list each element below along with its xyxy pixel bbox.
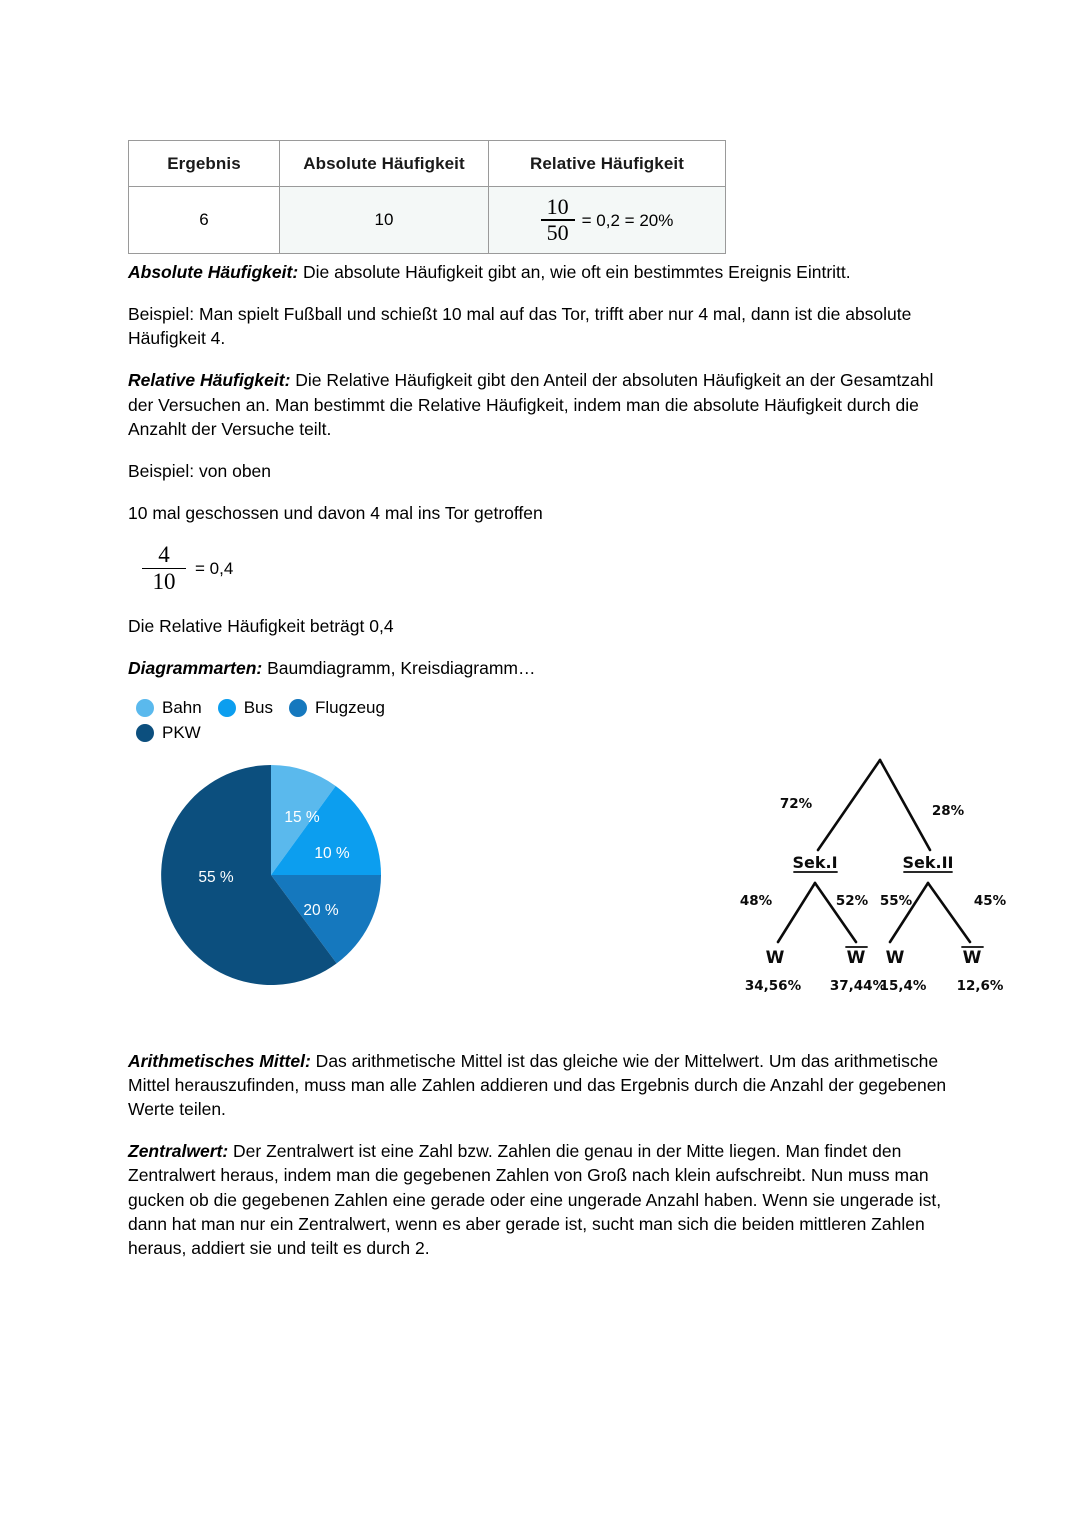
tree-prob-root-right: 28% xyxy=(931,802,965,819)
table-row xyxy=(129,187,726,254)
tree-leaf-value-2: 37,44% xyxy=(829,977,887,994)
table-header-ergebnis: Ergebnis xyxy=(129,141,280,187)
lead-relative-haeufigkeit: Relative Häufigkeit: xyxy=(128,370,291,391)
fraction xyxy=(541,193,575,245)
lead-diagram-types: Diagrammarten: xyxy=(128,657,263,678)
legend-label-bus: Bus xyxy=(243,697,273,717)
tree-prob-leaf-3: 55% xyxy=(879,892,913,909)
paragraph-absolute-example: Beispiel: Man spielt Fußball und schießt 10 mal auf das Tor, trifft aber nur 4 mal, dann ist die absolute Häufigkeit 4. xyxy=(128,304,912,349)
paragraph-example-intro: Beispiel: von oben xyxy=(128,460,272,481)
example-fraction-result: = 0,4 xyxy=(195,559,234,579)
cell-absolute-haeufigkeit: 10 xyxy=(280,187,489,254)
tree-prob-leaf-2: 52% xyxy=(835,892,869,909)
pie-chart-svg xyxy=(156,760,386,990)
tree-branch-right-1 xyxy=(890,883,928,942)
cell-relative-haeufigkeit xyxy=(489,187,726,254)
lead-arithmetic-mean: Arithmetisches Mittel: xyxy=(128,1050,311,1071)
tree-prob-leaf-4: 45% xyxy=(973,892,1007,909)
paragraph-example-result: Die Relative Häufigkeit beträgt 0,4 xyxy=(128,615,394,636)
pie-chart xyxy=(156,760,386,990)
tree-branch-left-1 xyxy=(778,883,815,942)
tree-leaf-label-4: W xyxy=(962,947,982,968)
fraction-expression xyxy=(541,193,674,245)
legend-label-bahn: Bahn xyxy=(162,697,202,717)
table-header-absolute-haeufigkeit: Absolute Häufigkeit xyxy=(280,141,489,187)
fraction-numerator: 10 xyxy=(546,193,569,219)
pie-label-bus: 10 % xyxy=(314,844,350,862)
tree-branch-left-2 xyxy=(815,883,856,942)
tree-prob-root-left: 72% xyxy=(779,795,813,812)
tree-prob-leaf-1: 48% xyxy=(739,892,773,909)
pie-label-pkw: 55 % xyxy=(198,868,234,886)
fraction-result: = 0,2 = 20% xyxy=(581,211,674,230)
document-content xyxy=(128,140,1007,1278)
legend-dot-bus xyxy=(218,699,236,717)
paragraph-absolute-haeufigkeit xyxy=(128,260,962,284)
tree-leaf-value-1: 34,56% xyxy=(744,977,802,994)
legend-dot-bahn xyxy=(136,699,154,717)
paragraph-example-line: 10 mal geschossen und davon 4 mal ins Tor getroffen xyxy=(128,502,543,523)
tree-leaf-value-3: 15,4% xyxy=(879,977,927,994)
tree-node-sek-2: Sek.II xyxy=(902,852,954,872)
table-header-row xyxy=(129,141,726,187)
legend-item-bus xyxy=(218,698,273,718)
table-header-relative-haeufigkeit: Relative Häufigkeit xyxy=(489,141,726,187)
example-fraction xyxy=(142,543,186,594)
example-fraction-denominator: 10 xyxy=(152,569,176,595)
body-median: Der Zentralwert ist eine Zahl bzw. Zahlen die genau in der Mitte liegen. Man findet den Zentralwert heraus, indem man die gegebenen Zahlen von Groß nach klein aufschreibt. Nun muss man gucken ob die gegebenen Zahlen eine gerade oder eine ungerade Anzahl haben. Wenn sie ungerade ist, dann hat man nur ein Zentralwert, wenn es aber gerade ist, sucht man sich die beiden mittleren Zahlen heraus, addiert sie und teilt es durch 2. xyxy=(128,1141,942,1258)
paragraph-median xyxy=(128,1139,962,1260)
body-absolute-haeufigkeit: Die absolute Häufigkeit gibt an, wie oft ein bestimmtes Ereignis Eintritt. xyxy=(298,262,851,282)
pie-label-bahn: 15 % xyxy=(284,808,320,826)
body-diagram-types: Baumdiagramm, Kreisdiagramm… xyxy=(262,657,536,678)
pie-chart-legend xyxy=(136,698,466,748)
body-relative-haeufigkeit: Die Relative Häufigkeit gibt den Anteil der absoluten Häufigkeit an der Gesamtzahl der Versuchen an. Man bestimmt die Relative Häufigkeit, indem man die absolute Häufigkeit durch die Anzahlt der Versuche teilt. xyxy=(128,370,934,439)
paragraph-diagram-types xyxy=(128,656,962,680)
body-arithmetic-mean: Das arithmetische Mittel ist das gleiche wie der Mittelwert. Um das arithmetische Mittel herauszufinden, muss man alle Zahlen addieren und das Ergebnis durch die Anzahl der gegebenen Werte teilen. xyxy=(128,1050,947,1120)
legend-item-pkw xyxy=(136,723,201,743)
tree-leaf-label-2: W xyxy=(846,947,866,968)
cell-ergebnis: 6 xyxy=(129,187,280,254)
legend-dot-pkw xyxy=(136,724,154,742)
legend-item-flugzeug xyxy=(289,698,385,718)
tree-leaf-label-3: W xyxy=(885,947,905,968)
figures-row xyxy=(128,697,1007,1043)
tree-leaf-value-4: 12,6% xyxy=(956,977,1004,994)
tree-diagram xyxy=(618,750,1007,1010)
frequency-table xyxy=(128,140,726,254)
tree-node-sek-1: Sek.I xyxy=(792,852,838,872)
lead-median: Zentralwert: xyxy=(128,1141,229,1162)
tree-leaf-label-1: W xyxy=(765,947,785,968)
tree-diagram-svg xyxy=(618,750,1007,1010)
legend-label-pkw: PKW xyxy=(162,722,201,742)
pie-label-flugzeug: 20 % xyxy=(303,901,339,919)
paragraph-arithmetic-mean xyxy=(128,1049,962,1121)
lead-absolute-haeufigkeit: Absolute Häufigkeit: xyxy=(128,262,299,282)
legend-label-flugzeug: Flugzeug xyxy=(315,697,385,717)
example-fraction-numerator: 4 xyxy=(158,542,170,568)
fraction-denominator: 50 xyxy=(546,219,569,245)
tree-branch-right-2 xyxy=(928,883,970,942)
paragraph-relative-haeufigkeit xyxy=(128,368,962,440)
example-fraction-block xyxy=(142,543,962,594)
legend-dot-flugzeug xyxy=(289,699,307,717)
tree-branch-root-right xyxy=(880,760,930,850)
legend-item-bahn xyxy=(136,698,202,718)
tree-branch-root-left xyxy=(818,760,880,850)
